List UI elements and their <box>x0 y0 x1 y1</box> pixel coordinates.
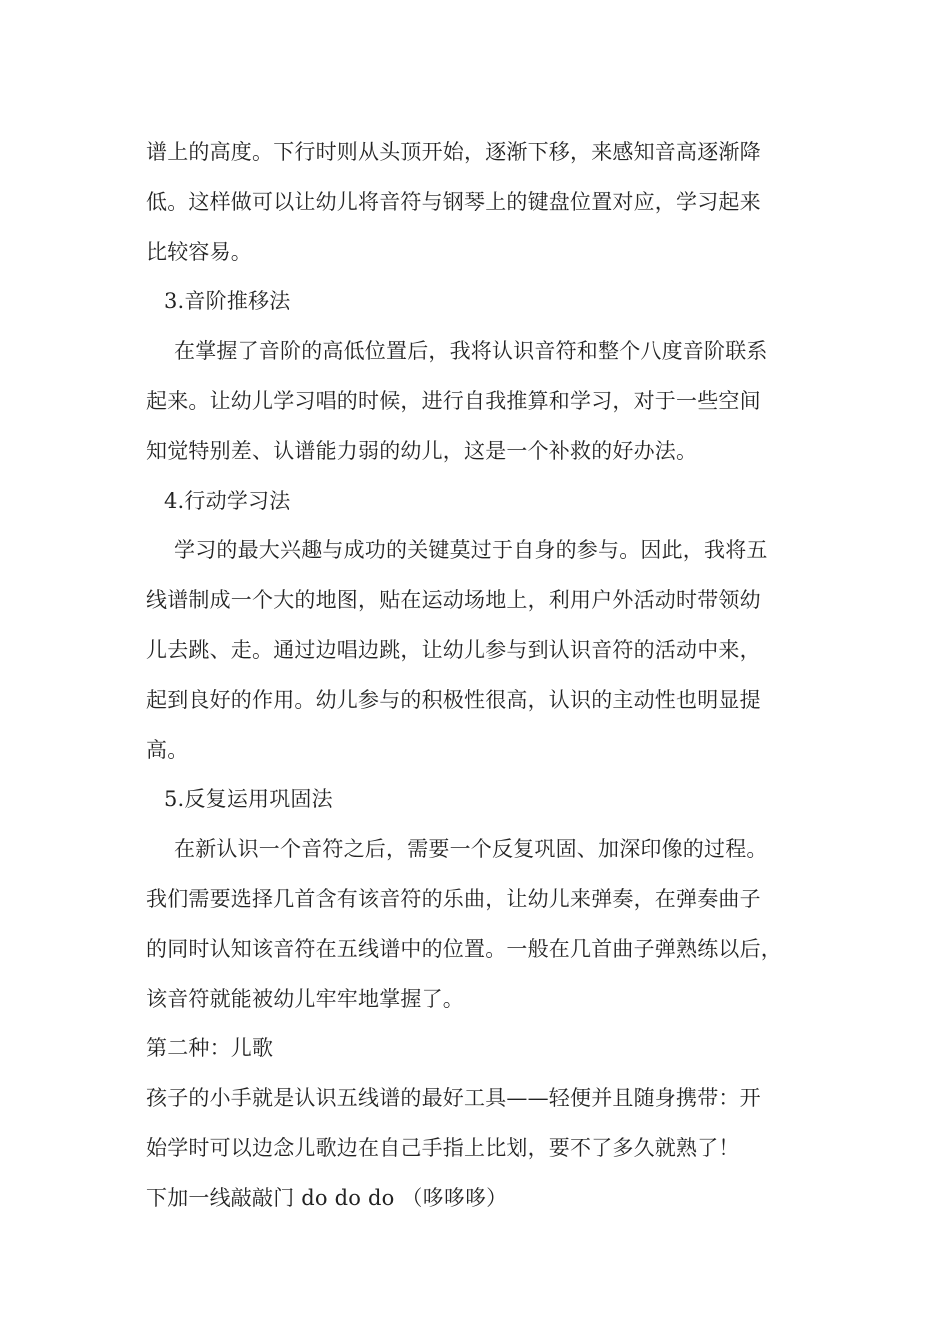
text-line: 儿去跳、走。通过边唱边跳，让幼儿参与到认识音符的活动中来， <box>146 637 761 662</box>
text-line: 低。这样做可以让幼儿将音符与钢琴上的键盘位置对应，学习起来 <box>146 189 761 214</box>
document-body <box>146 128 810 1224</box>
text-line: 在新认识一个音符之后，需要一个反复巩固、加深印像的过程。 <box>174 837 768 862</box>
text-line: 比较容易。 <box>146 239 252 264</box>
text-line: 线谱制成一个大的地图，贴在运动场地上，利用户外活动时带领幼 <box>146 588 761 613</box>
text-line: 的同时认知该音符在五线谱中的位置。一般在几首曲子弹熟练以后， <box>146 936 782 961</box>
text-line: 起来。让幼儿学习唱的时候，进行自我推算和学习，对于一些空间 <box>146 388 761 413</box>
text-line: 下加一线敲敲门 do do do （哆哆哆） <box>146 1185 508 1210</box>
subsection-heading: 第二种：儿歌 <box>146 1036 274 1061</box>
text-line: 高。 <box>146 737 189 762</box>
section-heading: 4.行动学习法 <box>164 488 291 513</box>
text-line: 知觉特别差、认谱能力弱的幼儿，这是一个补救的好办法。 <box>146 438 698 463</box>
text-line: 我们需要选择几首含有该音符的乐曲，让幼儿来弹奏，在弹奏曲子 <box>146 886 761 911</box>
text-line: 孩子的小手就是认识五线谱的最好工具——轻便并且随身携带：开 <box>146 1086 761 1111</box>
section-heading: 3.音阶推移法 <box>164 289 291 314</box>
text-line: 始学时可以边念儿歌边在自己手指上比划，要不了多久就熟了！ <box>146 1135 740 1160</box>
text-line: 谱上的高度。下行时则从头顶开始，逐渐下移，来感知音高逐渐降 <box>146 140 761 164</box>
text-line: 该音符就能被幼儿牢牢地掌握了。 <box>146 986 464 1011</box>
text-line: 学习的最大兴趣与成功的关键莫过于自身的参与。因此，我将五 <box>174 538 768 563</box>
text-line: 在掌握了音阶的高低位置后，我将认识音符和整个八度音阶联系 <box>174 339 768 364</box>
text-line: 起到良好的作用。幼儿参与的积极性很高，认识的主动性也明显提 <box>146 687 761 712</box>
section-heading: 5.反复运用巩固法 <box>164 787 333 812</box>
